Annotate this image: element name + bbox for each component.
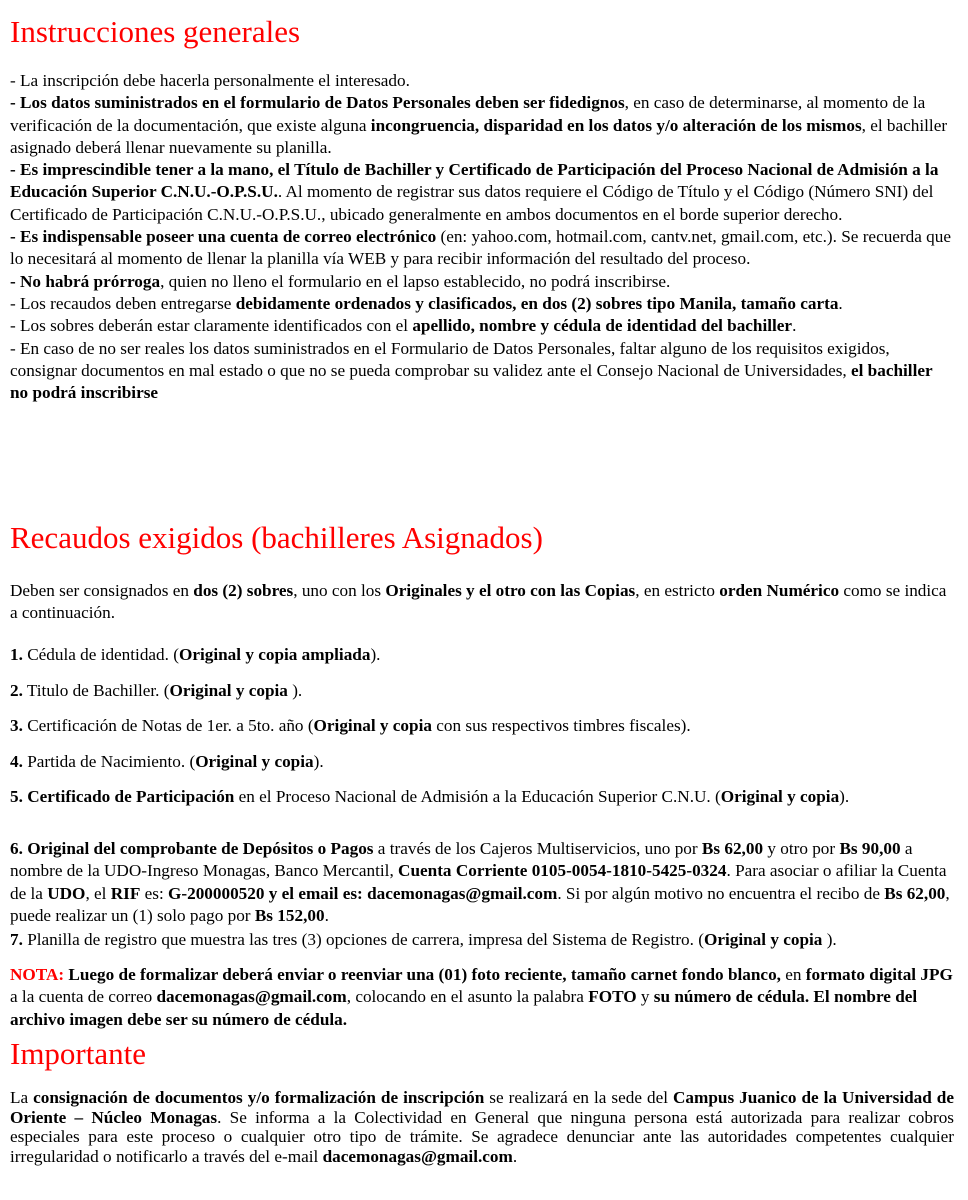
text-run: - Los sobres deberán estar claramente identificados con el	[10, 316, 413, 336]
bold-text-run: el bachiller no podrá inscribirse	[10, 360, 933, 403]
bold-text-run: UDO	[47, 883, 86, 903]
text-run: en el Proceso Nacional de Admisión a la Educación Superior C.N.U. (	[234, 787, 721, 806]
bold-text-run: Bs 62,00	[884, 883, 946, 903]
text-run: .	[792, 316, 797, 336]
bold-text-run: Bs 62,00	[701, 839, 764, 858]
text-run: , puede realizar un (1) solo pago por	[10, 883, 950, 925]
bold-text-run: 2.	[10, 681, 23, 700]
bold-text-run: - Los datos suministrados en el formulario de Datos Personales deben ser fidedignos	[10, 93, 625, 113]
section-title-instrucciones: Instrucciones generales	[10, 14, 301, 49]
text-run: .	[512, 1146, 518, 1166]
text-run: , colocando en el asunto la palabra	[346, 987, 589, 1007]
text-run: con sus respectivos timbres fiscales).	[431, 716, 691, 735]
text-run: Titulo de Bachiller. (	[22, 681, 170, 700]
text-run: , uno con los	[293, 581, 386, 600]
text-run: a través de los Cajeros Multiservicios, uno por	[373, 839, 702, 858]
importante-paragraph	[10, 1088, 954, 1166]
instruccion-item	[10, 293, 954, 315]
text-run: ).	[313, 752, 324, 771]
text-run: en	[780, 965, 806, 984]
text-run: y	[636, 987, 654, 1007]
bold-text-run: 6. Original del comprobante de Depósitos o Pagos	[10, 839, 374, 858]
bold-text-run: apellido, nombre y cédula de identidad del bachiller	[412, 316, 793, 336]
section-title-recaudos: Recaudos exigidos (bachilleres Asignados)	[10, 520, 543, 555]
text-run: (en: yahoo.com, hotmail.com, cantv.net, gmail.com, etc.). Se recuerda que lo necesitará al momento de llenar la planilla vía WEB y para recibir información del resultado del proceso.	[10, 227, 951, 269]
text-run: es:	[140, 883, 169, 903]
bold-text-run: Original y copia ampliada	[178, 645, 371, 664]
recaudo-item-1	[10, 644, 954, 666]
text-run: - En caso de no ser reales los datos suministrados en el Formulario de Datos Personales, faltar alguno de los requisitos exigidos, consignar documentos en mal estado o que no se pueda comprobar su validez ante el Consejo Nacional de Universidades,	[10, 338, 890, 380]
nota-paragraph	[10, 964, 954, 1031]
recaudo-item-2	[10, 680, 954, 702]
bold-text-run: dacemonagas@gmail.com	[322, 1146, 513, 1166]
bold-text-run: Luego de formalizar deberá enviar o reenviar una (01) foto reciente, tamaño carnet fondo blanco,	[64, 965, 781, 984]
text-run: , quien no lleno el formulario en el lapso establecido, no podrá inscribirse.	[160, 271, 671, 291]
recaudo-item-6	[10, 838, 954, 927]
recaudo-item-5	[10, 786, 910, 808]
bold-text-run: FOTO	[588, 987, 637, 1007]
instruccion-item	[10, 271, 954, 293]
instruccion-item	[10, 226, 954, 271]
recaudo-item-7	[10, 929, 954, 951]
text-run: . Al momento de registrar sus datos requiere el Código de Título y el Código (Número SNI) del Certificado de Participación C.N.U.-O.P.S.U., ubicado generalmente en ambos documentos en el borde superior derecho.	[10, 182, 934, 224]
text-run: . Se informa a la Colectividad en General que ninguna persona está autorizada para realizar cobros especiales para este proceso o cualquier otro tipo de trámite. Se agradece denunciar ante las autoridades competentes cualquier irregularidad o notificarlo a través del e-mail	[10, 1107, 954, 1166]
text-run: Partida de Nacimiento. (	[22, 752, 196, 771]
text-run: , el	[85, 883, 111, 903]
bold-text-run: 4.	[10, 752, 23, 771]
bold-text-run: Bs 152,00	[254, 905, 325, 925]
text-run: Deben ser consignados en	[10, 581, 194, 600]
bold-text-run: - No habrá prórroga	[10, 271, 161, 291]
instrucciones-list	[10, 70, 954, 404]
text-run: , en caso de determinarse, al momento de la verificación de la documentación, que existe alguna	[10, 93, 926, 135]
recaudos-intro	[10, 580, 954, 625]
bold-text-run: formato digital JPG	[805, 965, 953, 984]
bold-text-run: debidamente ordenados y clasificados, en dos (2) sobres tipo Manila, tamaño carta	[235, 293, 839, 313]
text-run: . Si por algún motivo no encuentra el recibo de	[557, 883, 885, 903]
bold-text-run: RIF	[110, 883, 141, 903]
bold-text-run: 3.	[10, 716, 23, 735]
text-run: . Para asociar o afiliar la Cuenta de la	[10, 861, 947, 903]
instruccion-item	[10, 338, 954, 405]
bold-text-run: - Es imprescindible tener a la mano, el Título de Bachiller y Certificado de Participación del Proceso Nacional de Admisión a la Educación Superior C.N.U.-O.P.S.U.	[10, 160, 939, 202]
text-run: Cédula de identidad. (	[22, 645, 179, 664]
bold-text-run: Original y copia	[703, 930, 823, 949]
bold-text-run: NOTA:	[10, 965, 65, 984]
text-run: se realizará en la sede del	[484, 1088, 673, 1107]
text-run: como se indica a continuación.	[10, 581, 947, 623]
bold-text-run: dos (2) sobres	[193, 581, 294, 600]
text-run: ).	[822, 930, 837, 949]
text-run: a nombre de la UDO-Ingreso Monagas, Banco Mercantil,	[10, 839, 913, 881]
instruccion-item	[10, 315, 954, 337]
instruccion-item	[10, 70, 954, 92]
recaudo-item-3	[10, 715, 954, 737]
text-run: a la cuenta de correo	[10, 987, 157, 1007]
text-run: - La inscripción debe hacerla personalmente el interesado.	[10, 71, 410, 90]
bold-text-run: 5. Certificado de Participación	[10, 787, 235, 806]
instruccion-item	[10, 92, 954, 159]
bold-text-run: Campus Juanico de la Universidad de Oriente – Núcleo Monagas	[10, 1088, 954, 1127]
text-run: ).	[370, 645, 381, 664]
section-title-importante: Importante	[10, 1036, 147, 1071]
bold-text-run: G-200000520 y el email es: dacemonagas@gmail.com	[168, 883, 558, 903]
bold-text-run: consignación de documentos y/o formalización de inscripción	[33, 1088, 485, 1107]
text-run: La	[10, 1088, 34, 1107]
text-run: .	[324, 905, 329, 925]
recaudo-item-4	[10, 751, 954, 773]
bold-text-run: Original y copia	[720, 787, 840, 806]
bold-text-run: Cuenta Corriente 0105-0054-1810-5425-0324	[398, 861, 727, 881]
text-run: Planilla de registro que muestra las tres (3) opciones de carrera, impresa del Sistema de Registro. (	[22, 930, 704, 949]
bold-text-run: Original y copia	[195, 752, 314, 771]
text-run: y otro por	[763, 839, 840, 858]
bold-text-run: dacemonagas@gmail.com	[156, 987, 347, 1007]
bold-text-run: 7.	[10, 930, 23, 949]
text-run: , el bachiller asignado deberá llenar nuevamente su planilla.	[10, 115, 948, 157]
text-run: , en estricto	[635, 581, 720, 600]
bold-text-run: su número de cédula. El nombre del archivo imagen debe ser su número de cédula.	[10, 987, 918, 1029]
bold-text-run: 1.	[10, 645, 23, 664]
bold-text-run: orden Numérico	[719, 581, 840, 600]
text-run: ).	[287, 681, 303, 700]
bold-text-run: Original y copia	[169, 681, 288, 700]
text-run: .	[838, 293, 843, 313]
bold-text-run: Originales y el otro con las Copias	[385, 581, 636, 600]
bold-text-run: Original y copia	[313, 716, 432, 735]
instruccion-item	[10, 159, 954, 226]
bold-text-run: incongruencia, disparidad en los datos y/o alteración de los mismos	[370, 115, 862, 135]
text-run: ).	[839, 787, 850, 806]
bold-text-run: Bs 90,00	[839, 839, 901, 858]
text-run: - Los recaudos deben entregarse	[10, 293, 236, 313]
bold-text-run: - Es indispensable poseer una cuenta de correo electrónico	[10, 227, 437, 247]
text-run: Certificación de Notas de 1er. a 5to. año (	[22, 716, 314, 735]
